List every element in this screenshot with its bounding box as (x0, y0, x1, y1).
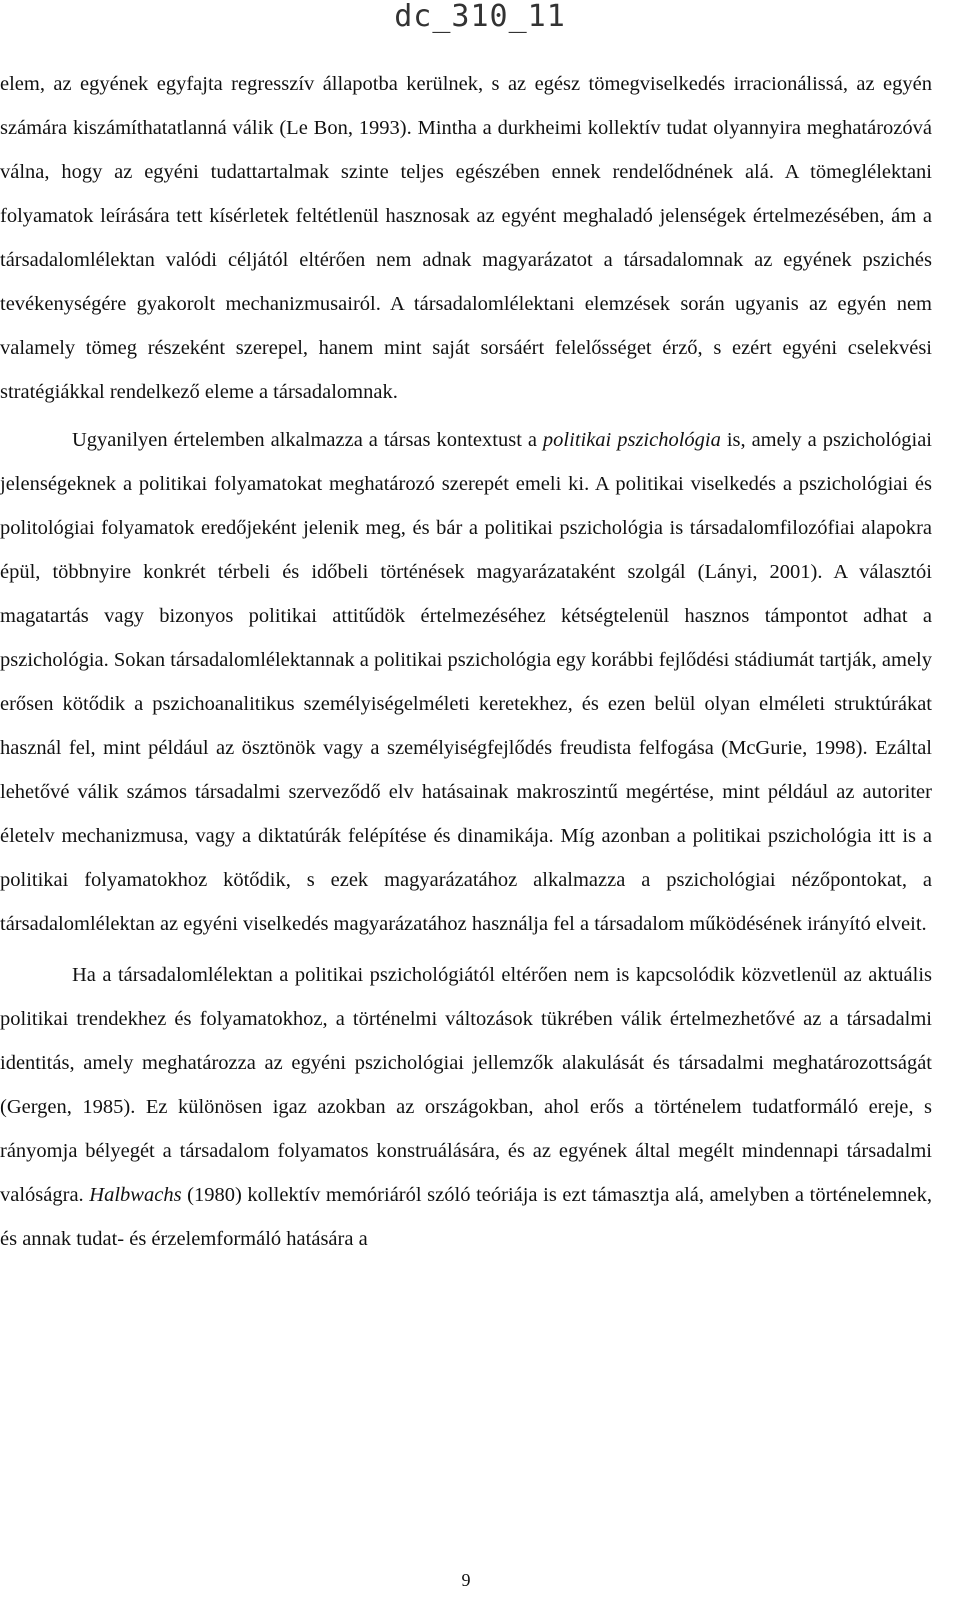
document-id-header: dc_310_11 (394, 0, 566, 34)
paragraph-2-text-a: Ugyanilyen értelemben alkalmazza a társas kontextust a (72, 429, 543, 451)
paragraph-2-text-b: is, amely a pszichológiai jelenségeknek a politikai folyamatokat meghatározó szerepét emeli ki. A politikai viselkedés a pszichológiai és politológiai folyamatok eredőjeként jelenik meg, és bár a politikai pszichológia is társadalomfilozófiai alapokra épül, többnyire konkrét térbeli és időbeli történések magyarázataként szolgál (Lányi, 2001). A választói magatartás vagy bizonyos politikai attitűdök értelmezéséhez kétségtelenül hasznos támpontot adhat a pszichológia. Sokan társadalomlélektannak a politikai pszichológia egy korábbi fejlődési stádiumát tartják, amely erősen kötődik a pszichoanalitikus személyiségelméleti keretekhez, és ezen belül olyan elméleti struktúrákat használ fel, mint például az ösztönök vagy a személyiségfejlődés freudista felfogása (McGurie, 1998). Ezáltal lehetővé válik számos társadalmi szerveződő elv hatásainak makroszintű megértése, mint például az autoriter életelv mechanizmusa, vagy a diktatúrák felépítése és dinamikája. Míg azonban a politikai pszichológia itt is a politikai folyamatokhoz kötődik, s ezek magyarázatához alkalmazza a pszichológiai nézőpontokat, a társadalomlélektan az egyéni viselkedés magyarázatához használja fel a társadalom működésének irányító elveit. (0, 429, 933, 935)
paragraph-3-text-b: (1980) kollektív memóriáról szóló teóriája is ezt támasztja alá, amelyben a történelemnek, és annak tudat- és érzelemformáló hatására a (0, 1184, 933, 1250)
document-body (0, 62, 932, 1261)
paragraph-2-italic-term: politikai pszichológia (542, 429, 721, 451)
paragraph-3-italic-author: Halbwachs (89, 1184, 182, 1206)
page-number: 9 (461, 1570, 471, 1590)
paragraph-1-text: elem, az egyének egyfajta regresszív állapotba kerülnek, s az egész tömegviselkedés irracionálissá, az egyén számára kiszámíthatatlanná válik (Le Bon, 1993). Mintha a durkheimi kollektív tudat olyannyira meghatározóvá válna, hogy az egyéni tudattartalmak szinte teljes egészében ennek rendelődnének alá. A tömeglélektani folyamatok leírására tett kísérletek feltétlenül hasznosak az egyént meghaladó jelenségek értelmezésében, ám a társadalomlélektan valódi céljától eltérően nem adnak magyarázatot a társadalomnak az egyének pszichés tevékenységére gyakorolt mechanizmusairól. A társadalomlélektani elemzések során ugyanis az egyén nem valamely tömeg részeként szerepel, hanem mint saját sorsáért felelősséget érző, s ezért egyéni cselekvési stratégiákkal rendelkező eleme a társadalomnak. (0, 73, 932, 403)
paragraph-1 (0, 62, 932, 414)
paragraph-3 (0, 953, 932, 1261)
paragraph-3-text-a: Ha a társadalomlélektan a politikai pszichológiától eltérően nem is kapcsolódik közvetlenül az aktuális politikai trendekhez és folyamatokhoz, a történelmi változások tükrében válik értelmezhetővé az a társadalmi identitás, amely meghatározza az egyéni pszichológiai jellemzők alakulását és társadalmi meghatározottságát (Gergen, 1985). Ez különösen igaz azokban az országokban, ahol erős a történelem tudatformáló ereje, s rányomja bélyegét a társadalom folyamatos konstruálására, és az egyének által megélt mindennapi társadalmi valóságra. (0, 964, 932, 1206)
paragraph-2 (0, 418, 932, 946)
